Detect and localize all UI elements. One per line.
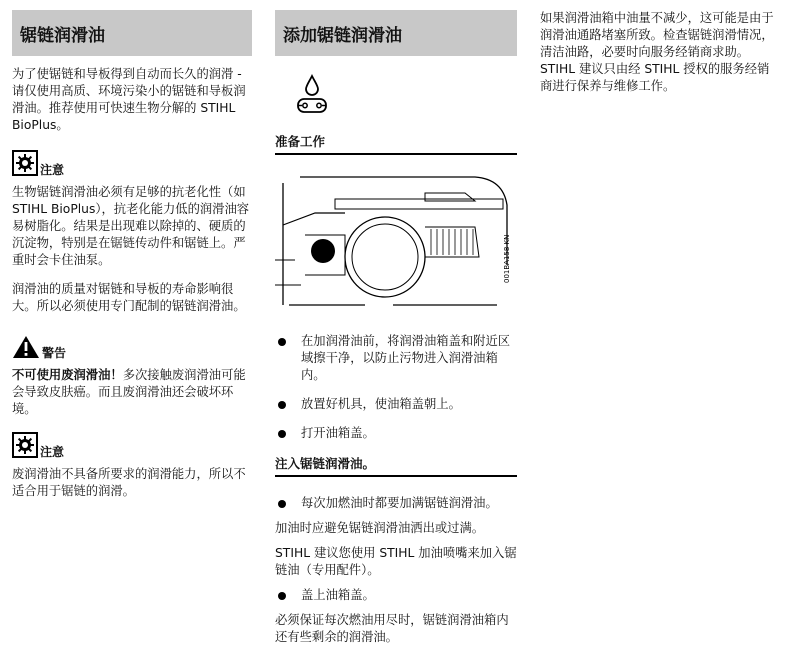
section-title-chain-oil: 锯链润滑油 xyxy=(12,10,252,56)
warning-label: 警告 xyxy=(42,346,67,360)
column-chain-oil xyxy=(12,0,252,500)
bullet-icon xyxy=(278,430,286,438)
fuel-cap-figure xyxy=(275,165,517,317)
column-add-chain-oil xyxy=(275,0,517,646)
bullet-icon xyxy=(278,500,286,508)
warning-text: 多次接触废润滑油可能会导致皮肤癌。而且废润滑油还会破坏环境。 xyxy=(12,368,246,416)
fill-paragraph-3: 必须保证每次燃油用尽时，锯链润滑油箱内还有些剩余的润滑油。 xyxy=(275,613,509,644)
chainsaw-top-view-illustration xyxy=(275,165,517,317)
fill-bullet-1: 每次加燃油时都要加满锯链润滑油。 xyxy=(301,496,498,510)
continued-paragraph: 如果润滑油箱中油量不减少，这可能是由于润滑油通路堵塞所致。检查锯链润滑情况，清洁油路，必要时向服务经销商求助。STIHL 建议只由经 STIHL 授权的服务经销商进行保养与维修工作。 xyxy=(540,11,774,93)
notice-label: 注意 xyxy=(40,445,65,459)
prep-bullet-1: 在加润滑油前，将润滑油箱盖和附近区域擦干净，以防止污物进入润滑油箱内。 xyxy=(301,334,511,382)
list-item xyxy=(275,333,517,384)
fill-paragraph-1: 加油时应避免锯链润滑油洒出或过满。 xyxy=(275,521,485,535)
list-item xyxy=(275,396,517,413)
bullet-icon xyxy=(278,592,286,600)
fill-heading: 注入锯链润滑油。 xyxy=(275,454,517,477)
warning xyxy=(12,335,252,359)
figure-code-label: 001BA158 KN xyxy=(503,234,511,283)
warning-bold: 不可使用废润滑油！ xyxy=(12,368,123,382)
gear-notice-icon xyxy=(12,432,38,458)
prep-bullet-2: 放置好机具，使油箱盖朝上。 xyxy=(301,397,461,411)
prep-bullet-3: 打开油箱盖。 xyxy=(301,426,375,440)
warning-triangle-icon xyxy=(12,335,40,359)
notice-1-paragraph-1: 生物锯链润滑油必须有足够的抗老化性（如 STIHL BioPlus），抗老化能力低的润滑油容易树脂化。结果是出现难以除掉的、硬质的沉淀物，特别是在锯链传动件和锯链上。严重时会卡住油泵。 xyxy=(12,185,250,267)
column-continued xyxy=(540,10,776,95)
list-item xyxy=(275,495,517,512)
fill-bullet-2: 盖上油箱盖。 xyxy=(301,588,375,602)
notice-2 xyxy=(12,432,252,458)
notice-label: 注意 xyxy=(40,163,65,177)
intro-paragraph: 为了使锯链和导板得到自动而长久的润滑 - 请仅使用高质、环境污染小的锯链和导板润滑油。推荐使用可快速生物分解的 STIHL BioPlus。 xyxy=(12,67,246,132)
gear-notice-icon xyxy=(12,150,38,176)
notice-1-paragraph-2: 润滑油的质量对锯链和导板的寿命影响很大。所以必须使用专门配制的锯链润滑油。 xyxy=(12,282,246,313)
bullet-icon xyxy=(278,401,286,409)
prep-heading: 准备工作 xyxy=(275,132,517,155)
fill-paragraph-2: STIHL 建议您使用 STIHL 加油喷嘴来加入锯链油（专用配件）。 xyxy=(275,546,517,577)
notice-2-paragraph: 废润滑油不具备所要求的润滑能力，所以不适合用于锯链的润滑。 xyxy=(12,467,246,498)
chain-oil-icon xyxy=(295,74,329,116)
warning-paragraph xyxy=(12,367,252,418)
section-title-add-oil: 添加锯链润滑油 xyxy=(275,10,517,56)
list-item xyxy=(275,425,517,442)
notice-1 xyxy=(12,150,252,176)
list-item xyxy=(275,587,517,604)
bullet-icon xyxy=(278,338,286,346)
